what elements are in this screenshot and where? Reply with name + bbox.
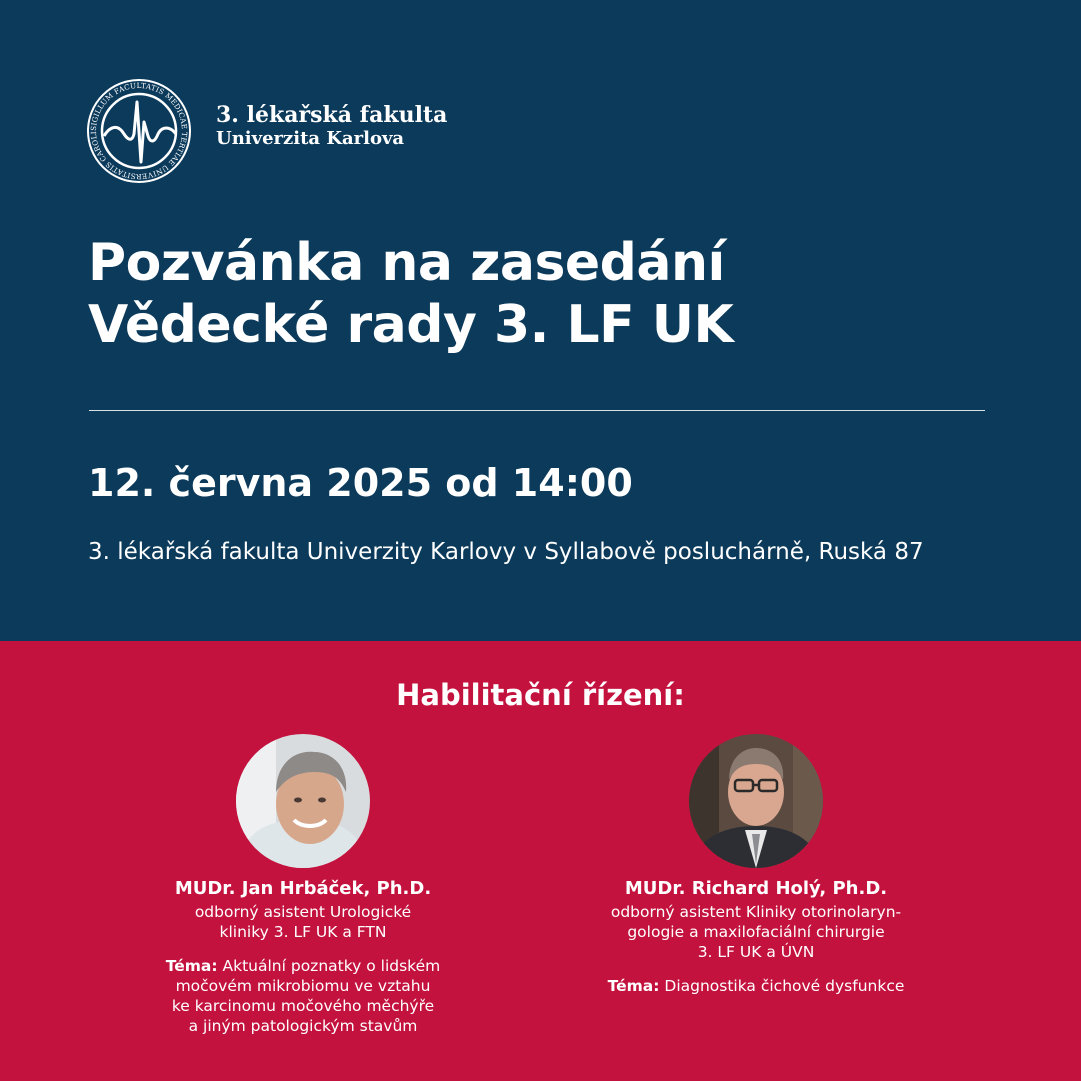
topic-label: Téma: xyxy=(165,957,218,975)
faculty-seal-logo xyxy=(86,78,192,184)
candidate-photo xyxy=(236,734,370,868)
title-line-2: Vědecké rady 3. LF UK xyxy=(88,295,734,355)
title-line-1: Pozvánka na zasedání xyxy=(88,233,725,293)
candidate-name: MUDr. Richard Holý, Ph.D. xyxy=(624,878,888,899)
candidate-card xyxy=(103,878,503,1036)
candidate-card xyxy=(556,878,956,996)
faculty-brand xyxy=(216,102,447,150)
candidate-photo xyxy=(689,734,823,868)
section-title: Habilitační řízení: xyxy=(396,678,685,712)
candidate-role xyxy=(556,902,956,962)
role-line: odborný asistent Kliniky otorinolaryn- xyxy=(610,903,902,921)
candidate-role xyxy=(103,902,503,942)
topic-text: a jiným patologickým stavům xyxy=(188,1017,418,1035)
candidate-name: MUDr. Jan Hrbáček, Ph.D. xyxy=(174,878,432,899)
role-line: 3. LF UK a ÚVN xyxy=(697,943,815,961)
role-line: odborný asistent Urologické xyxy=(194,903,412,921)
page-title xyxy=(88,232,733,356)
divider xyxy=(89,410,985,411)
university-name: Univerzita Karlova xyxy=(216,128,405,149)
event-date: 12. června 2025 od 14:00 xyxy=(88,461,633,505)
topic-text: ke karcinomu močového měchýře xyxy=(171,997,435,1015)
role-line: kliniky 3. LF UK a FTN xyxy=(219,923,387,941)
candidate-topic xyxy=(556,976,956,996)
event-venue: 3. lékařská fakulta Univerzity Karlovy v Syllabově posluchárně, Ruská 87 xyxy=(88,539,924,565)
candidate-topic xyxy=(103,956,503,1036)
faculty-name: 3. lékařská fakulta xyxy=(216,102,448,128)
svg-text:SIGILLUM FACULTATIS MEDICAE TE: SIGILLUM FACULTATIS MEDICAE TERTIAE UNIVERSITATIS CAROLI xyxy=(88,80,190,182)
topic-text: močovém mikrobiomu ve vztahu xyxy=(175,977,431,995)
topic-text: Aktuální poznatky o lidském xyxy=(217,957,441,975)
topic-text: Diagnostika čichové dysfunkce xyxy=(659,977,905,995)
role-line: gologie a maxilofaciální chirurgie xyxy=(627,923,885,941)
topic-label: Téma: xyxy=(607,977,660,995)
